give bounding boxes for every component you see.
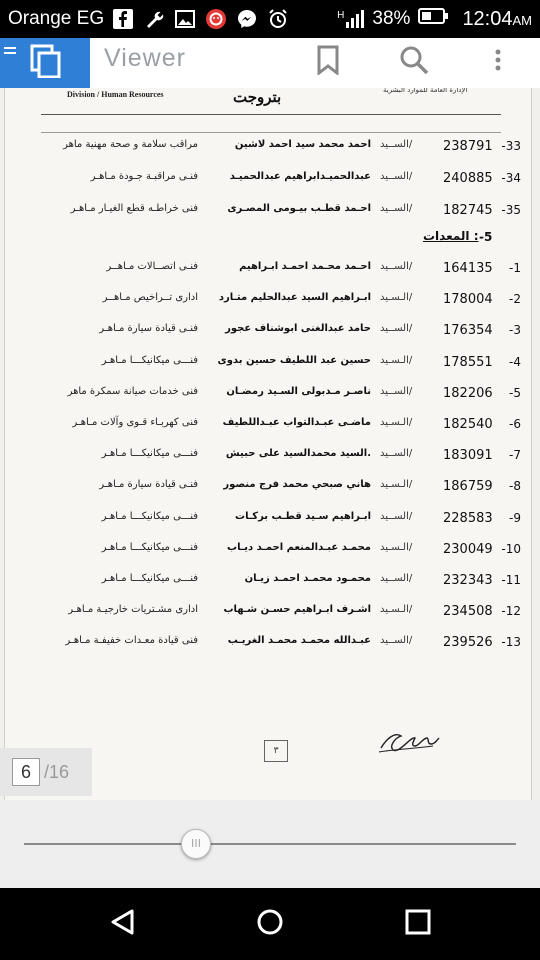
page-indicator[interactable] bbox=[0, 748, 92, 796]
honorific: الـسـيد/ bbox=[380, 479, 413, 491]
list-item bbox=[5, 417, 533, 437]
recents-icon bbox=[405, 909, 431, 939]
section-number: -5 bbox=[479, 230, 493, 244]
list-item bbox=[5, 171, 533, 191]
employee-code: 230049 bbox=[443, 541, 493, 557]
search-button[interactable] bbox=[394, 42, 434, 82]
image-icon bbox=[174, 8, 196, 30]
employee-code: 182745 bbox=[443, 203, 493, 218]
row-number: -11 bbox=[501, 573, 521, 587]
row-number: -8 bbox=[509, 479, 521, 494]
employee-name: السيد محمدالسيد على حبيش. bbox=[225, 448, 371, 460]
job-title: فنـــى ميكانيكـــا مـاهـر bbox=[101, 541, 198, 553]
search-icon bbox=[399, 45, 429, 79]
employee-name: ماضـى عبـدالتواب عبـداللطيف bbox=[222, 417, 371, 428]
employee-name: عبدالحميـدابراهيم عبدالحميـد bbox=[229, 171, 371, 182]
honorific: الـسـيد/ bbox=[380, 292, 413, 304]
section-title: المعدات : bbox=[423, 229, 479, 243]
list-item bbox=[5, 635, 533, 655]
page-slider-bar bbox=[0, 800, 540, 888]
row-number: -1 bbox=[509, 261, 521, 275]
row-number: -9 bbox=[509, 510, 521, 525]
employee-name: هاني صبحي محمد فرج منصور bbox=[223, 479, 371, 491]
facebook-icon bbox=[112, 8, 134, 30]
job-title: فنى قيادة معـدات خفيفـة مـاهـر bbox=[65, 635, 198, 647]
row-number: -33 bbox=[501, 139, 521, 153]
job-title: فنـــى ميكانيكـــا مـاهـر bbox=[101, 573, 198, 584]
clock: 12:04AM bbox=[462, 7, 532, 30]
list-item bbox=[5, 323, 533, 343]
honorific: الســيد/ bbox=[380, 171, 413, 182]
honorific: الســيد/ bbox=[380, 323, 413, 335]
list-item bbox=[5, 203, 533, 223]
honorific: الـسـيد/ bbox=[380, 354, 413, 366]
employee-code: 182540 bbox=[443, 417, 493, 432]
employee-code: 239526 bbox=[443, 635, 493, 651]
job-title: فنـى اتصــالات مـاهــر bbox=[106, 261, 198, 272]
row-number: -13 bbox=[501, 635, 521, 650]
employee-code: 183091 bbox=[443, 448, 493, 464]
documents-button[interactable] bbox=[0, 38, 90, 88]
row-number: -10 bbox=[501, 541, 521, 556]
back-icon bbox=[109, 908, 135, 940]
signature-image bbox=[377, 722, 441, 758]
employee-code: 178004 bbox=[443, 292, 493, 308]
job-title: فنـى مراقبـة جـودة مـاهـر bbox=[90, 171, 198, 182]
employee-name: اشـرف ابـراهيم حسـن شـهاب bbox=[223, 604, 371, 616]
list-item bbox=[5, 386, 533, 406]
employee-name: احـمد محـمد احمـد ابـراهيم bbox=[239, 261, 371, 272]
job-title: فنـــى ميكانيكـــا مـاهـر bbox=[101, 354, 198, 366]
honorific: الـسـيد/ bbox=[380, 417, 413, 428]
employee-name: عبـدالله محمـد محمـد الغريـب bbox=[227, 635, 371, 647]
documents-icon bbox=[28, 44, 62, 82]
total-pages-label: /16 bbox=[44, 761, 70, 782]
list-item bbox=[5, 292, 533, 312]
list-item bbox=[5, 479, 533, 499]
header-divider bbox=[41, 114, 501, 115]
grip-icon bbox=[191, 838, 201, 851]
employee-code: 228583 bbox=[443, 510, 493, 526]
notification-icons bbox=[112, 8, 289, 30]
app-bar bbox=[0, 38, 540, 88]
honorific: الســيد/ bbox=[380, 448, 413, 460]
document-page bbox=[4, 88, 532, 800]
row-number: -7 bbox=[509, 448, 521, 463]
home-icon bbox=[256, 908, 284, 940]
list-item bbox=[5, 448, 533, 468]
row-number: -34 bbox=[501, 171, 521, 185]
stamp-text: ٣ bbox=[273, 746, 279, 756]
page-slider-track[interactable] bbox=[24, 843, 516, 845]
employee-name: حسين عبد اللطيف حسين بدوى bbox=[217, 354, 371, 366]
row-number: -3 bbox=[509, 323, 521, 338]
home-button[interactable] bbox=[250, 904, 290, 944]
row-number: -5 bbox=[509, 385, 521, 400]
page-number-stamp bbox=[264, 740, 288, 762]
back-button[interactable] bbox=[102, 904, 142, 944]
employee-code: 182206 bbox=[443, 385, 493, 401]
more-vert-icon bbox=[495, 49, 501, 75]
employee-code: 164135 bbox=[443, 261, 493, 276]
app-title: Viewer bbox=[104, 44, 186, 72]
job-title: ادارى مشـتريات خارجيـة مـاهـر bbox=[68, 604, 198, 616]
employee-name: ابـراهيم سـيد قطـب بركـات bbox=[235, 510, 371, 522]
network-type-label: H bbox=[337, 10, 345, 21]
current-page-field[interactable]: 6 bbox=[12, 758, 40, 786]
employee-code: 234508 bbox=[443, 604, 493, 620]
honorific: الســيد/ bbox=[380, 573, 413, 584]
list-item bbox=[5, 573, 533, 593]
row-number: -12 bbox=[501, 604, 521, 619]
honorific: الســيد/ bbox=[380, 203, 413, 214]
section-header bbox=[5, 229, 533, 249]
battery-icon bbox=[418, 8, 448, 30]
list-item bbox=[5, 261, 533, 281]
header-company-logo-text: بتروجت bbox=[233, 88, 282, 106]
honorific: الســيد/ bbox=[380, 635, 413, 647]
messenger-icon bbox=[236, 8, 258, 30]
more-options-button[interactable] bbox=[478, 42, 518, 82]
employee-name: ناصـر مـدبولى السـيد رمضـان bbox=[226, 385, 371, 397]
honorific: الـسـيد/ bbox=[380, 604, 413, 616]
list-item bbox=[5, 542, 533, 562]
wrench-icon bbox=[143, 8, 165, 30]
honorific: الـسـيد/ bbox=[380, 541, 413, 553]
row-number: -4 bbox=[509, 354, 521, 369]
list-item bbox=[5, 355, 533, 375]
header-department-label: الإدارة العامة للموارد البشرية bbox=[383, 88, 468, 94]
honorific: الســيد/ bbox=[380, 510, 413, 522]
menu-lines-icon bbox=[4, 44, 16, 63]
app-notification-icon bbox=[205, 8, 227, 30]
list-item bbox=[5, 139, 533, 159]
list-item bbox=[5, 604, 533, 624]
employee-name: محمـد عبـدالمنعم احمـد ديـاب bbox=[227, 541, 371, 553]
employee-code: 176354 bbox=[443, 323, 493, 339]
row-number: -6 bbox=[509, 417, 521, 431]
honorific: الســيد/ bbox=[380, 261, 413, 272]
signal-icon bbox=[337, 10, 364, 28]
employee-code: 232343 bbox=[443, 573, 493, 588]
recents-button[interactable] bbox=[398, 904, 438, 944]
job-title: ادارى تــراخيص مـاهــر bbox=[102, 292, 198, 304]
header-division-label: Division / Human Resources bbox=[67, 90, 164, 99]
page-slider-thumb[interactable] bbox=[181, 829, 211, 859]
employee-code: 240885 bbox=[443, 171, 493, 186]
employee-name: احمد محمد سيد احمد لاشين bbox=[234, 139, 371, 150]
job-title: فنى كهربـاء قـوى وآلات مـاهـر bbox=[72, 417, 198, 428]
header-divider-secondary bbox=[41, 132, 501, 133]
employee-code: 186759 bbox=[443, 479, 493, 495]
employee-name: احـمد قطـب بيـومى المصـرى bbox=[227, 203, 371, 214]
system-status bbox=[337, 8, 532, 31]
bookmark-icon bbox=[317, 45, 339, 79]
employee-code: 178551 bbox=[443, 354, 493, 370]
job-title: فنى خدمات صيانة سمكرة ماهر bbox=[67, 385, 198, 397]
job-title: فنـــى ميكانيكـــا مـاهـر bbox=[101, 510, 198, 522]
navigation-bar bbox=[0, 888, 540, 960]
job-title: فنى خراطـه قطع الغيـار مـاهـر bbox=[70, 203, 198, 214]
job-title: فنـى قيادة سيارة مـاهـر bbox=[99, 479, 198, 491]
honorific: الســيد/ bbox=[380, 385, 413, 397]
battery-percent: 38% bbox=[372, 8, 411, 29]
row-number: -35 bbox=[501, 203, 521, 217]
bookmark-button[interactable] bbox=[308, 42, 348, 82]
alarm-icon bbox=[267, 8, 289, 30]
honorific: الســيد/ bbox=[380, 139, 413, 150]
status-bar bbox=[0, 0, 540, 38]
employee-name: حامد عبدالغنى ابوشناف عجور bbox=[225, 323, 371, 335]
employee-name: ابـراهيم السيد عبدالحليم متـارد bbox=[218, 292, 371, 304]
employee-name: محمـود محمـد احمـد زيـان bbox=[244, 573, 371, 584]
employee-code: 238791 bbox=[443, 139, 493, 154]
job-title: فنـــى ميكانيكـــا مـاهـر bbox=[101, 448, 198, 460]
carrier-label: Orange EG bbox=[8, 8, 105, 29]
list-item bbox=[5, 511, 533, 531]
job-title: مراقب سلامة و صحة مهنية ماهر bbox=[63, 139, 198, 150]
job-title: فنـى قيادة سيارة مـاهـر bbox=[99, 323, 198, 335]
document-viewport[interactable] bbox=[0, 88, 540, 800]
row-number: -2 bbox=[509, 292, 521, 307]
